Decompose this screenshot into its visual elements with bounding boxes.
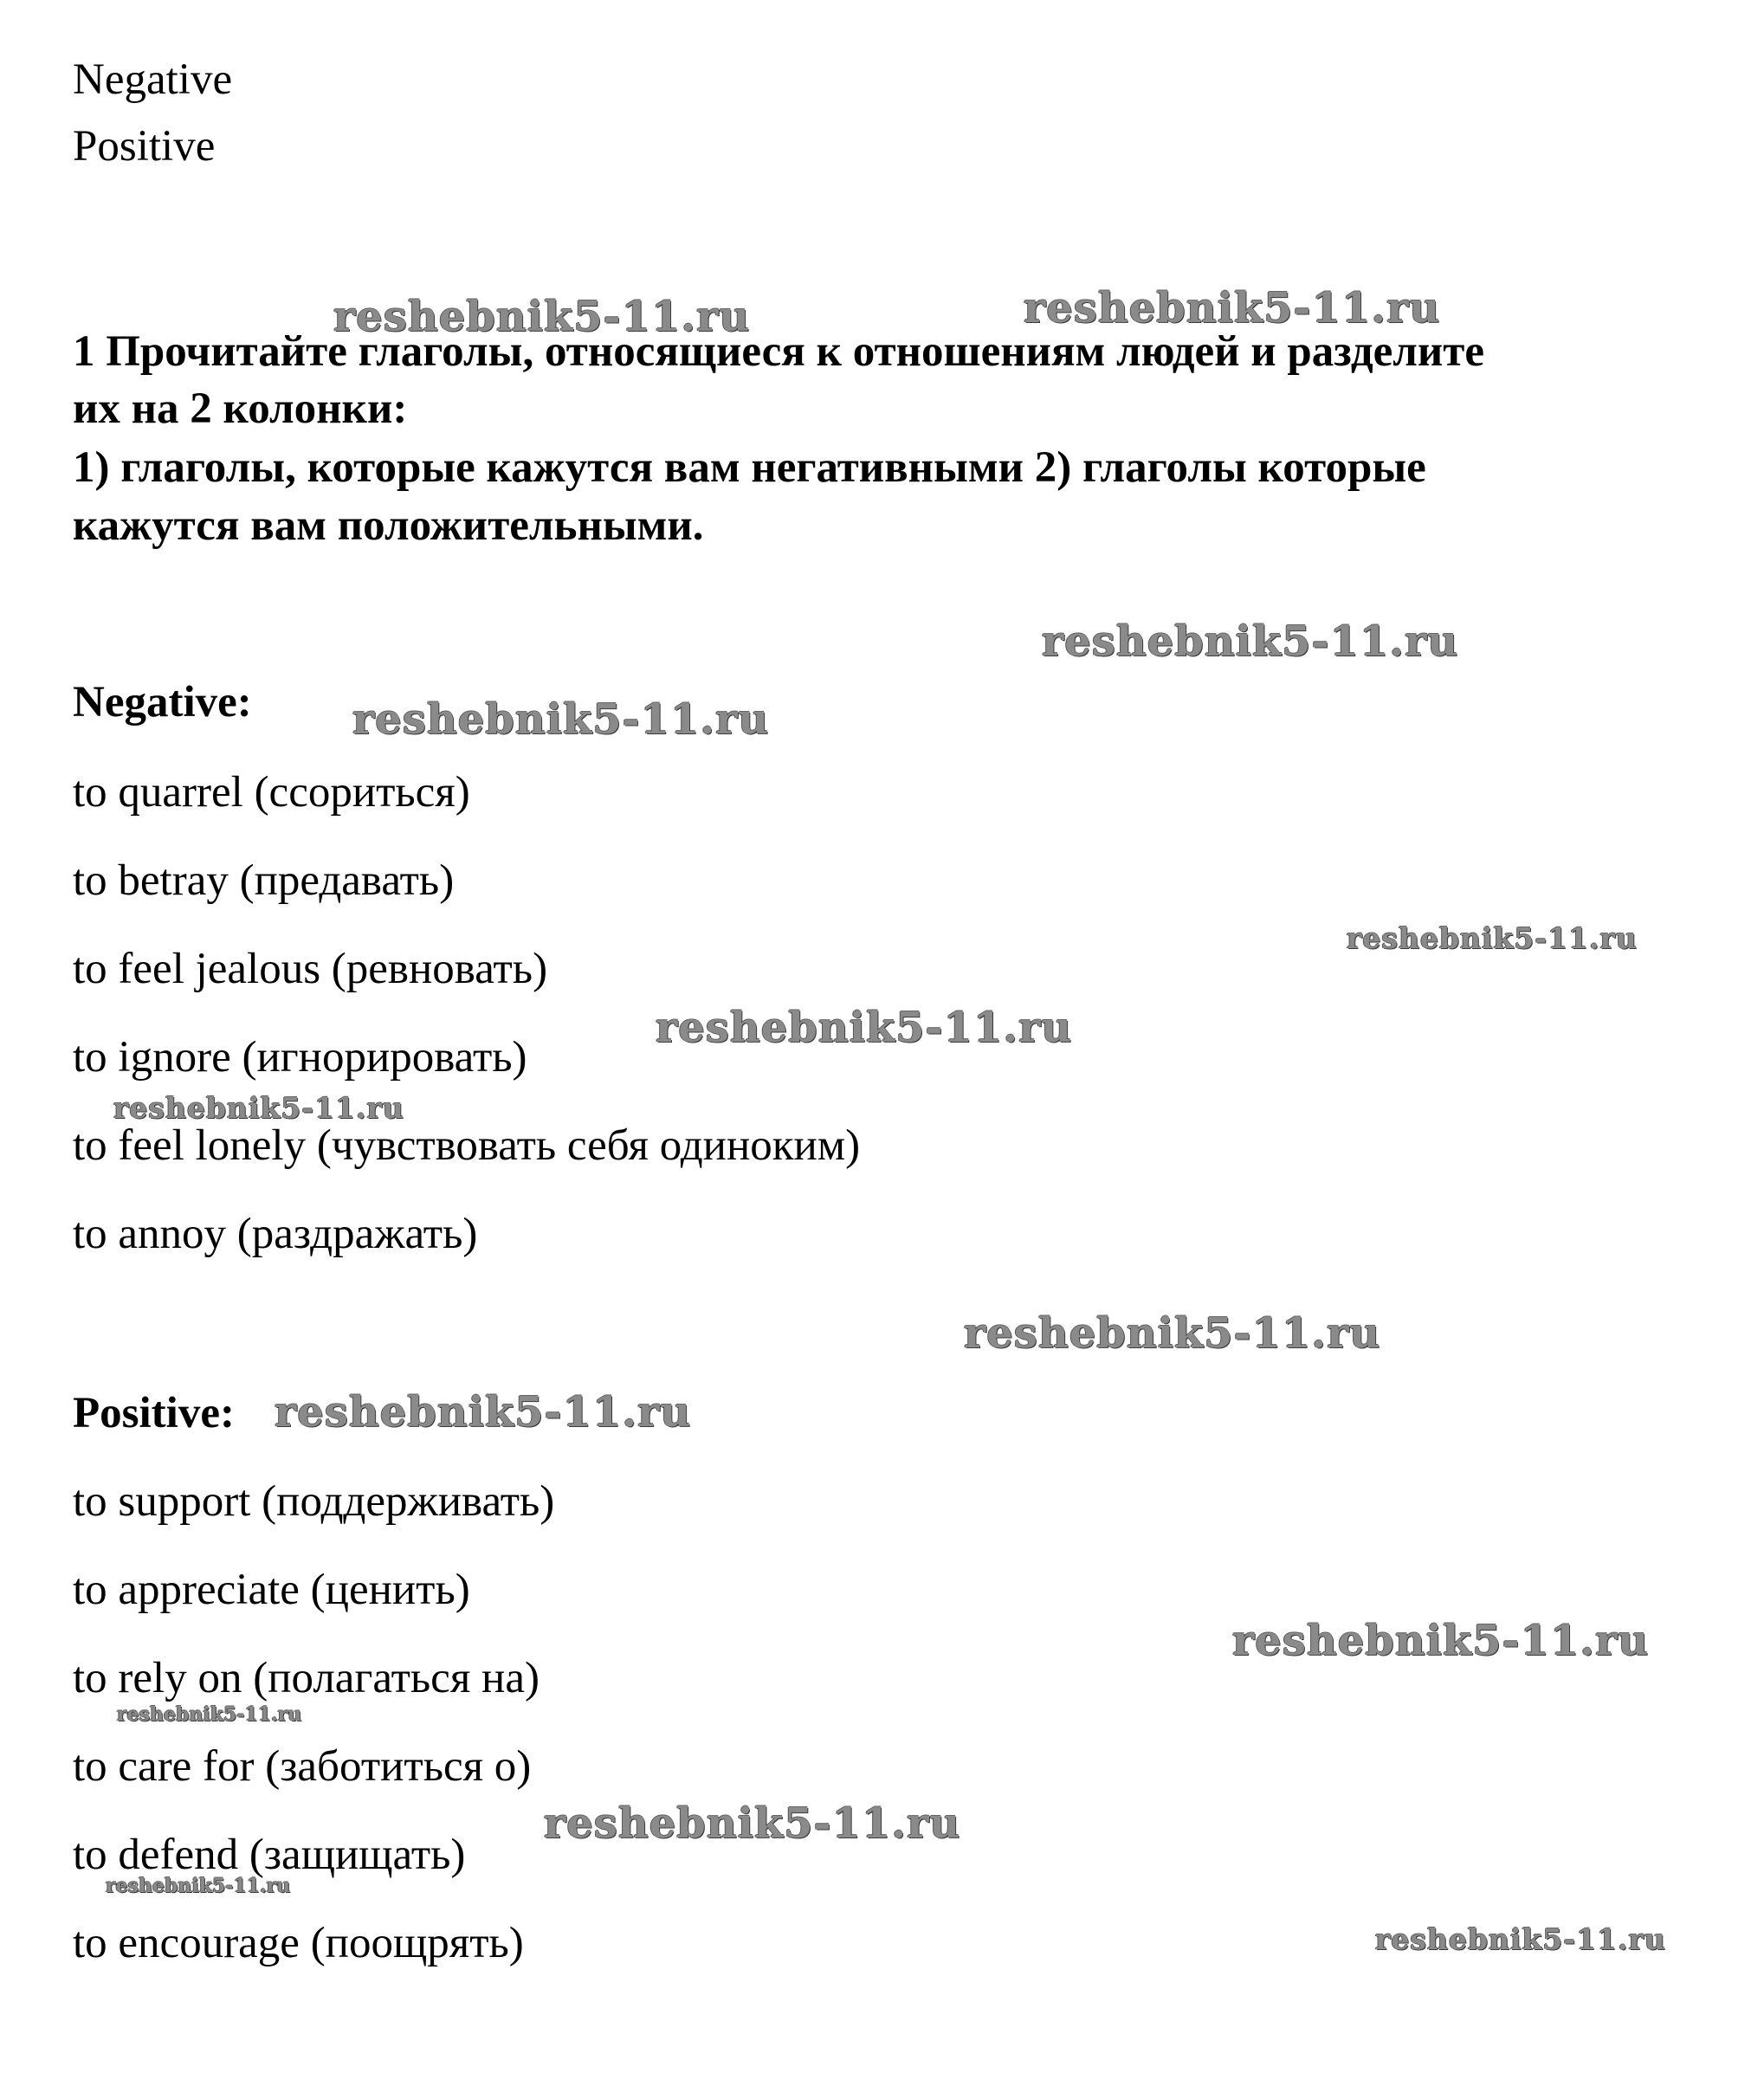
positive-item: to defend (защищать) xyxy=(73,1831,466,1879)
watermark: reshebnik5-11.ru xyxy=(333,293,751,341)
negative-item: to feel lonely (чувствовать себя одиноким) xyxy=(73,1121,861,1170)
watermark: reshebnik5-11.ru xyxy=(275,1388,692,1437)
negative-item: to annoy (раздражать) xyxy=(73,1210,478,1258)
positive-item: to encourage (поощрять) xyxy=(73,1919,524,1967)
task-line-2: их на 2 колонки: xyxy=(73,384,408,433)
header-positive: Positive xyxy=(73,122,216,171)
watermark: reshebnik5-11.ru xyxy=(113,1091,404,1125)
positive-item: to rely on (полагаться на) xyxy=(73,1654,540,1702)
negative-heading: Negative: xyxy=(73,678,252,727)
watermark: reshebnik5-11.ru xyxy=(964,1309,1381,1358)
watermark: reshebnik5-11.ru xyxy=(1024,284,1441,333)
positive-item: to appreciate (ценить) xyxy=(73,1566,470,1614)
positive-item: to care for (заботиться о) xyxy=(73,1742,532,1791)
negative-item: to ignore (игнорировать) xyxy=(73,1033,527,1082)
task-line-3: 1) глаголы, которые кажутся вам негативными 2) глаголы которые xyxy=(73,443,1426,492)
watermark: reshebnik5-11.ru xyxy=(1347,921,1638,955)
header-negative: Negative xyxy=(73,55,233,104)
positive-item: to support (поддерживать) xyxy=(73,1477,555,1526)
watermark: reshebnik5-11.ru xyxy=(656,1004,1073,1052)
watermark: reshebnik5-11.ru xyxy=(1375,1922,1666,1956)
positive-heading: Positive: xyxy=(73,1389,235,1437)
negative-item: to quarrel (ссориться) xyxy=(73,768,470,817)
negative-item: to feel jealous (ревновать) xyxy=(73,945,548,993)
task-line-4: кажутся вам положительными. xyxy=(73,501,704,550)
negative-item: to betray (предавать) xyxy=(73,856,455,905)
watermark: reshebnik5-11.ru xyxy=(544,1799,961,1848)
watermark: reshebnik5-11.ru xyxy=(1042,617,1459,666)
watermark: reshebnik5-11.ru xyxy=(106,1875,291,1897)
watermark: reshebnik5-11.ru xyxy=(352,695,770,744)
watermark: reshebnik5-11.ru xyxy=(117,1703,302,1726)
watermark: reshebnik5-11.ru xyxy=(1232,1617,1650,1665)
task-line-1: 1 Прочитайте глаголы, относящиеся к отношениям людей и разделите xyxy=(73,327,1484,376)
